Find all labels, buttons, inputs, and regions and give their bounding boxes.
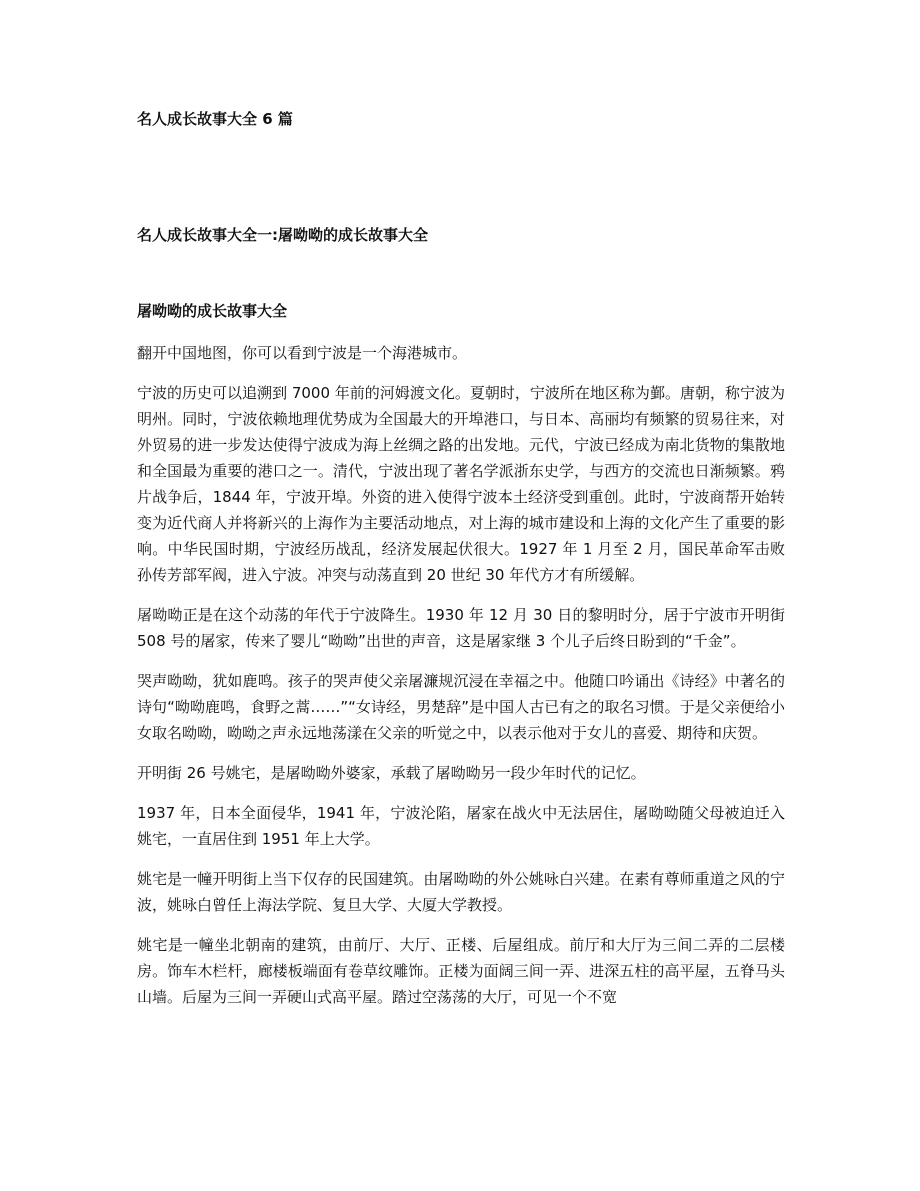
paragraph: 姚宅是一幢开明街上当下仅存的民国建筑。由屠呦呦的外公姚咏白兴建。在素有尊师重道之风的宁波，姚咏白曾任上海法学院、复旦大学、大厦大学教授。 — [137, 870, 785, 914]
paragraph: 哭声呦呦，犹如鹿鸣。孩子的哭声使父亲屠濂规沉浸在幸福之中。他随口吟诵出《诗经》中著名的诗句“呦呦鹿鸣，食野之蒿……”“女诗经，男楚辞”是中国人古已有之的取名习惯。于是父亲便给小女取名呦呦，呦呦之声永远地荡漾在父亲的听觉之中，以表示他对于女儿的喜爱、期待和庆贺。 — [137, 672, 785, 742]
paragraph: 开明街 26 号姚宅，是屠呦呦外婆家，承载了屠呦呦另一段少年时代的记忆。 — [137, 764, 646, 782]
body-text — [137, 340, 785, 1024]
section-title: 名人成长故事大全一:屠呦呦的成长故事大全 — [137, 226, 429, 244]
paragraph: 宁波的历史可以追溯到 7000 年前的河姆渡文化。夏朝时，宁波所在地区称为鄞。唐朝，称宁波为明州。同时，宁波依赖地理优势成为全国最大的开埠港口，与日本、高丽均有频繁的贸易往来，对外贸易的进一步发达使得宁波成为海上丝绸之路的出发地。元代，宁波已经成为南北货物的集散地和全国最为重要的港口之一。清代，宁波出现了著名学派浙东史学，与西方的交流也日渐频繁。鸦片战争后，1844 年，宁波开埠。外资的进入使得宁波本土经济受到重创。此时，宁波商帮开始转变为近代商人并将新兴的上海作为主要活动地点，对上海的城市建设和上海的文化产生了重要的影响。中华民国时期，宁波经历战乱，经济发展起伏很大。1927 年 1 月至 2 月，国民革命军击败孙传芳部军阀，进入宁波。冲突与动荡直到 20 世纪 30 年代方才有所缓解。 — [137, 384, 785, 584]
document-title: 名人成长故事大全 6 篇 — [137, 110, 293, 128]
paragraph: 姚宅是一幢坐北朝南的建筑，由前厅、大厅、正楼、后屋组成。前厅和大厅为三间二弄的二层楼房。饰车木栏杆，廊楼板端面有卷草纹雕饰。正楼为面阔三间一弄、进深五柱的高平屋，五脊马头山墙。后屋为三间一弄硬山式高平屋。踏过空荡荡的大厅，可见一个不宽 — [137, 936, 785, 1006]
sub-heading: 屠呦呦的成长故事大全 — [137, 302, 288, 320]
paragraph: 1937 年，日本全面侵华，1941 年，宁波沦陷，屠家在战火中无法居住，屠呦呦随父母被迫迁入姚宅，一直居住到 1951 年上大学。 — [137, 804, 785, 848]
paragraph: 屠呦呦正是在这个动荡的年代于宁波降生。1930 年 12 月 30 日的黎明时分，居于宁波市开明街 508 号的屠家，传来了婴儿“呦呦”出世的声音，这是屠家继 3 个儿子后终日盼到的“千金”。 — [137, 606, 785, 650]
paragraph: 翻开中国地图，你可以看到宁波是一个海港城市。 — [137, 344, 468, 362]
